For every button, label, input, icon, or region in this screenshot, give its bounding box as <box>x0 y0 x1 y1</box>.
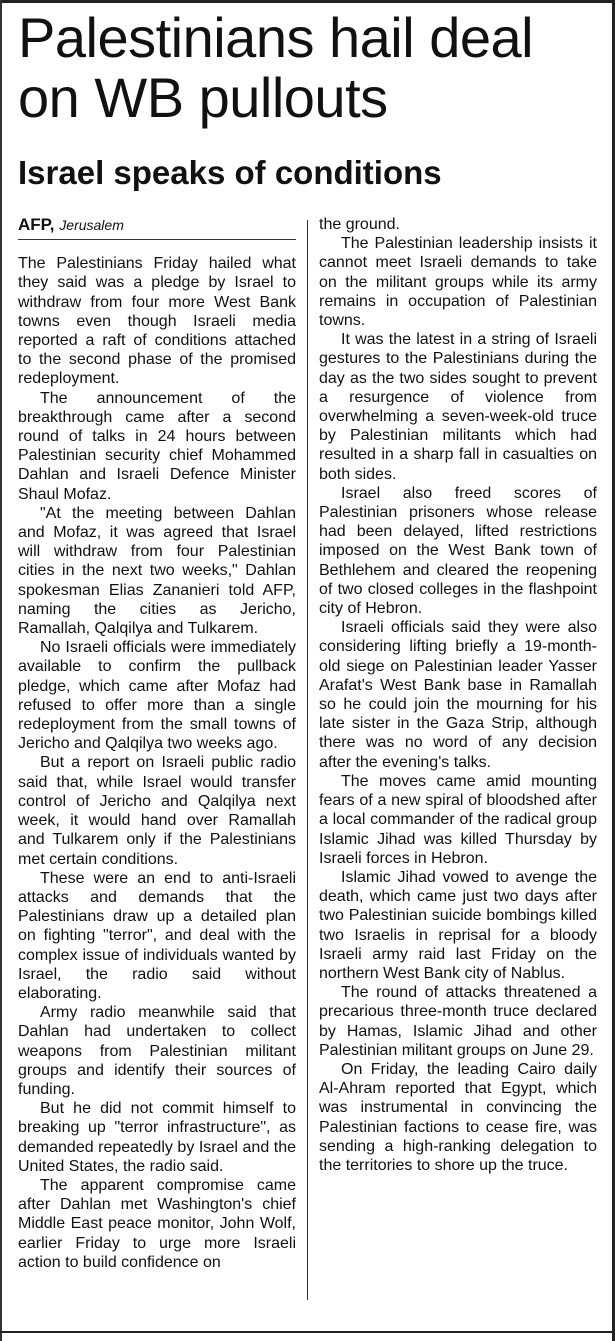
article-column-left <box>18 215 296 1272</box>
paragraph: Army radio meanwhile said that Dahlan had undertaken to collect weapons from Palestinian militant groups and identify their sources of funding. <box>18 1004 296 1098</box>
paragraph: The apparent compromise came after Dahlan met Washington's chief Middle East peace monitor, John Wolf, earlier Friday to urge more Israeli action to build confidence on <box>18 1176 296 1271</box>
headline: Palestinians hail deal on WB pullouts <box>18 6 534 129</box>
paragraph: Israeli officials said they were also considering lifting briefly a 19-month-old siege on Palestinian leader Yasser Arafat's West Bank base in Ramallah so he could join the mourning for his late sister in the Gaza Strip, although there was no word of any decision after the evening's talks. <box>319 619 597 771</box>
top-border <box>0 0 615 3</box>
paragraph: Islamic Jihad vowed to avenge the death, which came just two days after two Palestinian suicide bombings killed two Israelis in reprisal for a bloody Israeli army raid last Friday on the northern West Bank city of Nablus. <box>319 868 597 982</box>
bottom-border <box>0 1331 615 1333</box>
article-column-right <box>319 215 597 1175</box>
left-border <box>0 0 2 1341</box>
paragraph: "At the meeting between Dahlan and Mofaz, it was agreed that Israel will withdraw from four Palestinian cities in the next two weeks," Dahlan spokesman Elias Zananieri told AFP, naming the cities as Jericho, Ramallah, Qalqilya and Tulkarem. <box>18 504 296 638</box>
byline-dateline: Jerusalem <box>59 217 124 233</box>
paragraph: No Israeli officials were immediately available to confirm the pullback pledge, which came after Mofaz had refused to offer more than a single redeployment from the small towns of Jericho and Qalqilya two weeks ago. <box>18 639 296 753</box>
paragraph: The Palestinian leadership insists it cannot meet Israeli demands to take on the militant groups while its army remains in occupation of Palestinian towns. <box>319 235 597 330</box>
paragraph: It was the latest in a string of Israeli gestures to the Palestinians during the day as the two sides sought to prevent a resurgence of violence from overwhelming a seven-week-old truce by Palestinian militants which had resulted in a sharp fall in casualties on both sides. <box>319 331 597 483</box>
paragraph: The announcement of the breakthrough came after a second round of talks in 24 hours between Palestinian security chief Mohammed Dahlan and Israeli Defence Minister Shaul Mofaz. <box>18 389 296 503</box>
paragraph: On Friday, the leading Cairo daily Al-Ahram reported that Egypt, which was instrumental in convincing the Palestinian factions to cease fire, was sending a high-ranking delegation to the territories to shore up the truce. <box>319 1060 597 1174</box>
column-divider <box>307 220 308 1300</box>
byline <box>18 215 296 240</box>
paragraph: But a report on Israeli public radio said that, while Israel would transfer control of Jericho and Qalqilya next week, it would hand over Ramallah and Tulkarem only if the Palestinians met certain conditions. <box>18 754 296 868</box>
paragraph: Israel also freed scores of Palestinian prisoners whose release had been delayed, lifted restrictions imposed on the West Bank town of Bethlehem and cleared the reopening of two closed colleges in the flashpoint city of Hebron. <box>319 484 597 618</box>
paragraph: These were an end to anti-Israeli attacks and demands that the Palestinians draw up a detailed plan on fighting "terror", and deal with the complex issue of individuals wanted by Israel, the radio said without elaborating. <box>18 869 296 1002</box>
paragraph: The Palestinians Friday hailed what they said was a pledge by Israel to withdraw from four more West Bank towns even though Israeli media reported a raft of conditions attached to the second phase of the promised redeployment. <box>18 255 296 388</box>
paragraph: But he did not commit himself to breaking up "terror infrastructure", as demanded repeatedly by Israel and the United States, the radio said. <box>18 1100 296 1175</box>
byline-agency: AFP, <box>18 215 55 234</box>
subheadline: Israel speaks of conditions <box>18 154 442 191</box>
paragraph-continued: the ground. <box>319 216 400 233</box>
paragraph: The moves came amid mounting fears of a new spiral of bloodshed after a local commander of the radical group Islamic Jihad was killed Thursday by Israeli forces in Hebron. <box>319 772 597 867</box>
paragraph: The round of attacks threatened a precarious three-month truce declared by Hamas, Islamic Jihad and other Palestinian militant groups on June 29. <box>319 984 597 1059</box>
